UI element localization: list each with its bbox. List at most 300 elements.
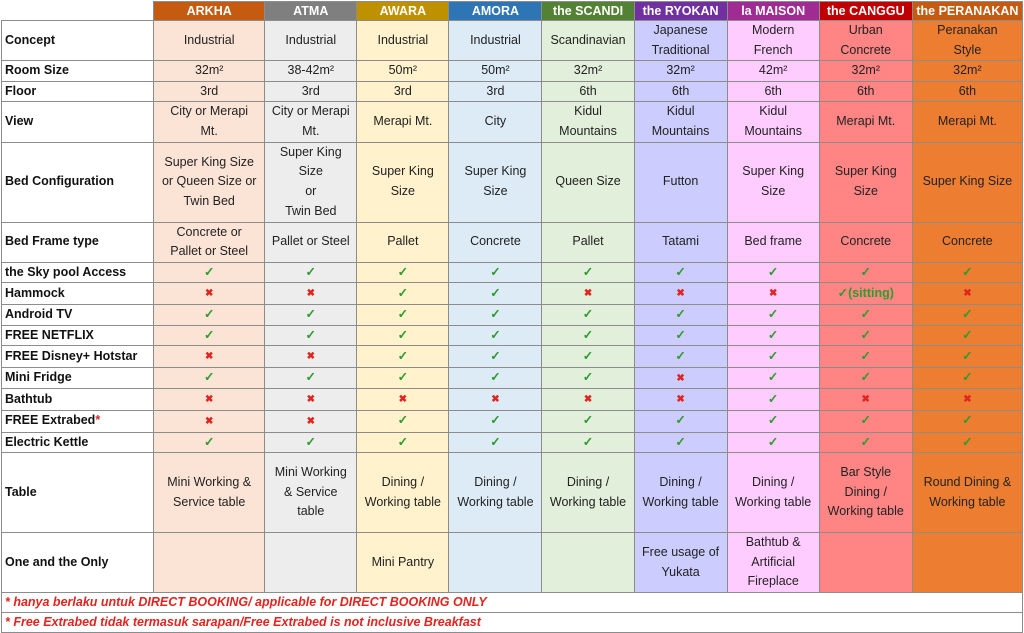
check-icon: ✓ (490, 306, 501, 321)
table-cell (727, 367, 819, 389)
cell-text: Concrete (470, 234, 521, 249)
check-icon: ✓ (860, 327, 871, 342)
check-icon: ✓ (397, 348, 409, 363)
check-icon: ✓ (397, 285, 409, 300)
cross-icon: ✖ (306, 415, 315, 427)
table-cell (634, 283, 727, 305)
cell-text: Pallet (387, 234, 419, 249)
table-row (2, 142, 1023, 222)
row-label: the Sky pool Access (2, 262, 154, 283)
cell-text: Concrete or Pallet or Steel (170, 224, 249, 259)
table-cell (154, 142, 265, 222)
cell-text: Mini Working & Service table (274, 465, 347, 519)
table-cell (542, 262, 634, 283)
cell-text: Dining / Working table (549, 475, 627, 509)
cross-icon: ✖ (963, 394, 972, 406)
check-icon: ✓ (490, 434, 501, 449)
cell-text: 38-42m² (287, 63, 335, 78)
table-cell (154, 262, 265, 283)
table-cell (449, 325, 542, 346)
check-icon: ✓ (962, 370, 973, 385)
table-cell (634, 389, 727, 411)
table-cell (154, 102, 265, 142)
cell-text: 3rd (301, 83, 320, 98)
table-cell (265, 61, 357, 82)
table-cell (542, 367, 634, 389)
table-cell (265, 222, 357, 262)
table-cell (154, 81, 265, 102)
check-icon: ✓ (305, 264, 317, 279)
table-cell (449, 432, 542, 453)
table-cell (819, 142, 912, 222)
table-cell (265, 142, 357, 222)
cell-text: Merapi Mt. (937, 114, 997, 129)
table-cell (542, 432, 634, 453)
table-cell (819, 346, 912, 368)
table-cell (634, 432, 727, 453)
table-cell (449, 81, 542, 102)
cell-text: Industrial (470, 32, 521, 47)
cross-icon: ✖ (768, 288, 778, 300)
footnote: * hanya berlaku untuk DIRECT BOOKING/ applicable for DIRECT BOOKING ONLY (2, 593, 1023, 613)
check-icon: ✓ (962, 264, 973, 279)
table-cell (912, 325, 1022, 346)
table-cell (357, 222, 449, 262)
check-icon: ✓ (860, 434, 871, 449)
cell-text: 32m² (666, 63, 695, 78)
cell-text: 50m² (388, 63, 418, 78)
table-row (2, 389, 1023, 411)
cell-text: Free usage of Yukata (642, 545, 720, 579)
table-cell (154, 346, 265, 368)
table-cell (912, 222, 1022, 262)
table-cell (727, 533, 819, 593)
table-cell (542, 304, 634, 325)
table-cell (634, 61, 727, 82)
table-cell (912, 81, 1022, 102)
table-cell (634, 262, 727, 283)
check-icon: ✓ (582, 370, 594, 385)
cross-icon: ✖ (491, 394, 500, 406)
table-cell (912, 346, 1022, 368)
table-cell (265, 262, 357, 283)
check-icon: ✓ (490, 264, 501, 279)
table-cell (449, 304, 542, 325)
table-cell (542, 325, 634, 346)
table-row (2, 81, 1023, 102)
table-cell (542, 389, 634, 411)
table-cell (357, 21, 449, 61)
table-cell (154, 61, 265, 82)
cell-text: 32m² (194, 63, 224, 78)
table-cell (634, 325, 727, 346)
check-icon: ✓ (490, 285, 501, 300)
table-cell (357, 61, 449, 82)
cell-text: 32m² (953, 63, 982, 78)
table-cell (912, 21, 1022, 61)
table-cell (265, 346, 357, 368)
table-cell (265, 102, 357, 142)
room-comparison-table (1, 1, 1023, 633)
check-icon: ✓ (397, 327, 409, 342)
table-cell (154, 533, 265, 593)
table-cell (357, 346, 449, 368)
table-cell (727, 61, 819, 82)
check-icon: ✓(sitting) (837, 285, 894, 300)
cell-text: 32m² (851, 63, 880, 78)
table-cell (912, 410, 1022, 432)
check-icon: ✓ (203, 306, 215, 321)
table-cell (819, 304, 912, 325)
table-cell (912, 142, 1022, 222)
check-icon: ✓ (305, 434, 317, 449)
table-cell (357, 262, 449, 283)
table-cell (912, 283, 1022, 305)
table-cell (542, 533, 634, 593)
table-cell (154, 21, 265, 61)
table-cell (634, 410, 727, 432)
table-row (2, 102, 1023, 142)
table-cell (154, 453, 265, 533)
cell-text: Mini Pantry (371, 554, 435, 569)
cell-text: Dining / Working table (364, 475, 441, 509)
column-header: the RYOKAN (634, 2, 727, 21)
row-label: FREE Extrabed* (2, 410, 154, 432)
column-header: la MAISON (727, 2, 819, 21)
cell-text: 3rd (486, 83, 505, 98)
table-cell (357, 410, 449, 432)
row-label: Concept (2, 21, 154, 61)
table-cell (542, 410, 634, 432)
table-cell (449, 533, 542, 593)
cell-text: Industrial (377, 32, 429, 47)
cell-text: 6th (958, 83, 977, 98)
row-label: One and the Only (2, 533, 154, 593)
check-icon: ✓ (305, 306, 317, 321)
column-header: ARKHA (154, 2, 265, 21)
cross-icon: ✖ (306, 351, 315, 363)
table-cell (357, 325, 449, 346)
check-icon: ✓ (397, 306, 409, 321)
cell-text: 42m² (758, 63, 788, 78)
row-label: Table (2, 453, 154, 533)
table-cell (154, 410, 265, 432)
row-label: Floor (2, 81, 154, 102)
cross-icon: ✖ (963, 288, 972, 300)
row-label: Bed Configuration (2, 142, 154, 222)
row-label: Android TV (2, 304, 154, 325)
cell-text: Futton (662, 174, 699, 189)
cell-text: City (484, 114, 507, 129)
cell-text: Super King Size (922, 174, 1013, 189)
check-icon: ✓ (860, 264, 871, 279)
table-cell (542, 283, 634, 305)
table-cell (634, 453, 727, 533)
table-cell (819, 367, 912, 389)
check-icon: ✓ (203, 434, 215, 449)
check-icon: ✓ (305, 370, 317, 385)
cell-text: Round Dining & Working table (923, 475, 1012, 509)
table-cell (634, 346, 727, 368)
table-cell (634, 142, 727, 222)
cell-text: Industrial (285, 32, 337, 47)
check-icon: ✓ (490, 413, 501, 428)
cell-text: Pallet or Steel (271, 234, 350, 249)
cell-text: Super King Size or Twin Bed (279, 144, 342, 218)
cross-icon: ✖ (204, 394, 214, 406)
table-cell (265, 453, 357, 533)
table-cell (449, 367, 542, 389)
check-icon: ✓ (203, 264, 215, 279)
cell-text: Kidul Mountains (651, 104, 710, 138)
cell-text: Super King Size (371, 164, 434, 199)
table-cell (542, 102, 634, 142)
table-cell (727, 283, 819, 305)
table-cell (449, 102, 542, 142)
cell-text: 3rd (393, 83, 412, 98)
check-icon: ✓ (962, 348, 973, 363)
table-cell (819, 453, 912, 533)
table-cell (819, 325, 912, 346)
check-icon: ✓ (582, 306, 594, 321)
check-icon: ✓ (962, 306, 973, 321)
table-row (2, 21, 1023, 61)
cell-text: Concrete (942, 234, 993, 249)
table-cell (542, 21, 634, 61)
table-cell (727, 102, 819, 142)
check-icon: ✓ (305, 327, 317, 342)
table-cell (357, 389, 449, 411)
check-icon: ✓ (767, 413, 779, 428)
check-icon: ✓ (962, 434, 973, 449)
table-cell (357, 432, 449, 453)
table-cell (634, 81, 727, 102)
cross-icon: ✖ (204, 288, 214, 300)
table-cell (912, 453, 1022, 533)
check-icon: ✓ (767, 391, 779, 406)
row-label: Hammock (2, 283, 154, 305)
table-cell (634, 367, 727, 389)
table-cell (819, 432, 912, 453)
table-cell (154, 304, 265, 325)
table-cell (154, 283, 265, 305)
check-icon: ✓ (675, 264, 686, 279)
table-cell (265, 533, 357, 593)
table-cell (727, 21, 819, 61)
table-cell (727, 81, 819, 102)
table-body (2, 21, 1023, 593)
cell-text: City or Merapi Mt. (271, 104, 350, 138)
table-row (2, 325, 1023, 346)
footnote-row (2, 613, 1023, 633)
table-cell (357, 142, 449, 222)
cell-text: Japanese Traditional (651, 23, 710, 57)
table-cell (154, 222, 265, 262)
check-icon: ✓ (582, 264, 594, 279)
check-icon: ✓ (582, 327, 594, 342)
table-cell (634, 222, 727, 262)
table-cell (727, 222, 819, 262)
table-cell (449, 222, 542, 262)
row-label: View (2, 102, 154, 142)
table-cell (449, 410, 542, 432)
cell-text: 6th (857, 83, 875, 98)
table-cell (542, 346, 634, 368)
cell-text: Dining / Working table (642, 475, 719, 509)
check-icon: ✓ (397, 264, 409, 279)
check-icon: ✓ (675, 434, 686, 449)
table-cell (154, 325, 265, 346)
cell-text: 6th (671, 83, 690, 98)
cell-text: Kidul Mountains (744, 104, 802, 138)
check-icon: ✓ (490, 370, 501, 385)
cell-text: Modern French (751, 23, 795, 57)
check-icon: ✓ (675, 413, 686, 428)
column-header: AMORA (449, 2, 542, 21)
table-cell (912, 102, 1022, 142)
cell-text: Super King Size (742, 164, 805, 199)
table-cell (357, 81, 449, 102)
table-cell (265, 432, 357, 453)
table-row (2, 283, 1023, 305)
row-label: Room Size (2, 61, 154, 82)
row-label: Mini Fridge (2, 367, 154, 389)
check-icon: ✓ (675, 327, 686, 342)
cell-text: Scandinavian (550, 32, 626, 47)
table-row (2, 262, 1023, 283)
row-label: FREE NETFLIX (2, 325, 154, 346)
table-cell (819, 222, 912, 262)
table-cell (634, 533, 727, 593)
row-label: FREE Disney+ Hotstar (2, 346, 154, 368)
check-icon: ✓ (767, 327, 779, 342)
table-cell (154, 432, 265, 453)
check-icon: ✓ (767, 370, 779, 385)
footnote: * Free Extrabed tidak termasuk sarapan/Free Extrabed is not inclusive Breakfast (2, 613, 1023, 633)
cell-text: Dining / Working table (457, 475, 534, 509)
table-cell (819, 533, 912, 593)
check-icon: ✓ (962, 327, 973, 342)
cell-text: Super King Size (834, 164, 897, 199)
table-cell (265, 410, 357, 432)
table-row (2, 533, 1023, 593)
table-row (2, 432, 1023, 453)
cell-text: Bathtub & Artificial Fireplace (745, 535, 801, 589)
table-cell (912, 262, 1022, 283)
cell-text: Bed frame (744, 234, 802, 249)
cell-text: Super King Size (464, 164, 527, 199)
check-icon: ✓ (860, 413, 871, 428)
table-cell (449, 21, 542, 61)
table-cell (819, 61, 912, 82)
table-cell (449, 142, 542, 222)
check-icon: ✓ (860, 306, 871, 321)
table-cell (727, 410, 819, 432)
table-cell (357, 367, 449, 389)
table-cell (727, 389, 819, 411)
table-cell (449, 389, 542, 411)
cell-text: Merapi Mt. (836, 114, 896, 129)
table-cell (727, 262, 819, 283)
table-cell (727, 432, 819, 453)
table-cell (265, 21, 357, 61)
check-icon: ✓ (860, 370, 871, 385)
cell-text: 50m² (481, 63, 510, 78)
cross-icon: ✖ (398, 394, 408, 406)
table-row (2, 346, 1023, 368)
check-icon: ✓ (490, 348, 501, 363)
cross-icon: ✖ (676, 394, 685, 406)
table-cell (357, 283, 449, 305)
table-cell (265, 81, 357, 102)
cell-text: Pallet (572, 234, 604, 249)
cell-text: Industrial (183, 32, 235, 47)
cross-icon: ✖ (676, 372, 685, 384)
cell-text: 6th (764, 83, 782, 98)
column-header: AWARA (357, 2, 449, 21)
table-row (2, 222, 1023, 262)
table-cell (912, 533, 1022, 593)
table-cell (357, 102, 449, 142)
footnote-row (2, 593, 1023, 613)
table-cell (154, 389, 265, 411)
table-cell (265, 367, 357, 389)
cell-text: Super King Size or Queen Size or Twin Bed (161, 154, 257, 208)
table-cell (357, 453, 449, 533)
table-cell (727, 325, 819, 346)
table-cell (265, 283, 357, 305)
table-row (2, 453, 1023, 533)
table-cell (154, 367, 265, 389)
table-cell (542, 61, 634, 82)
column-header: the SCANDI (542, 2, 634, 21)
table-cell (819, 81, 912, 102)
table-cell (449, 262, 542, 283)
check-icon: ✓ (397, 370, 409, 385)
cell-text: Urban Concrete (840, 23, 892, 57)
table-cell (449, 453, 542, 533)
table-cell (912, 61, 1022, 82)
cell-text: Peranakan Style (937, 23, 998, 57)
table-cell (912, 367, 1022, 389)
table-cell (912, 304, 1022, 325)
table-cell (727, 453, 819, 533)
table-cell (542, 81, 634, 102)
table-cell (634, 102, 727, 142)
table-cell (357, 533, 449, 593)
cross-icon: ✖ (583, 288, 593, 300)
table-cell (265, 325, 357, 346)
footnotes (2, 593, 1023, 633)
table-cell (819, 389, 912, 411)
table-cell (819, 102, 912, 142)
table-cell (542, 222, 634, 262)
cell-text: Concrete (840, 234, 892, 249)
table-cell (449, 346, 542, 368)
check-icon: ✓ (582, 348, 594, 363)
check-icon: ✓ (767, 348, 779, 363)
cell-text: Mini Working & Service table (167, 475, 252, 509)
table-cell (357, 304, 449, 325)
cross-icon: ✖ (306, 394, 315, 406)
check-icon: ✓ (397, 413, 409, 428)
cell-text: 32m² (573, 63, 603, 78)
table-cell (819, 410, 912, 432)
check-icon: ✓ (962, 413, 973, 428)
row-label: Bathtub (2, 389, 154, 411)
cell-text: Merapi Mt. (373, 114, 433, 129)
cell-text: 6th (579, 83, 597, 98)
